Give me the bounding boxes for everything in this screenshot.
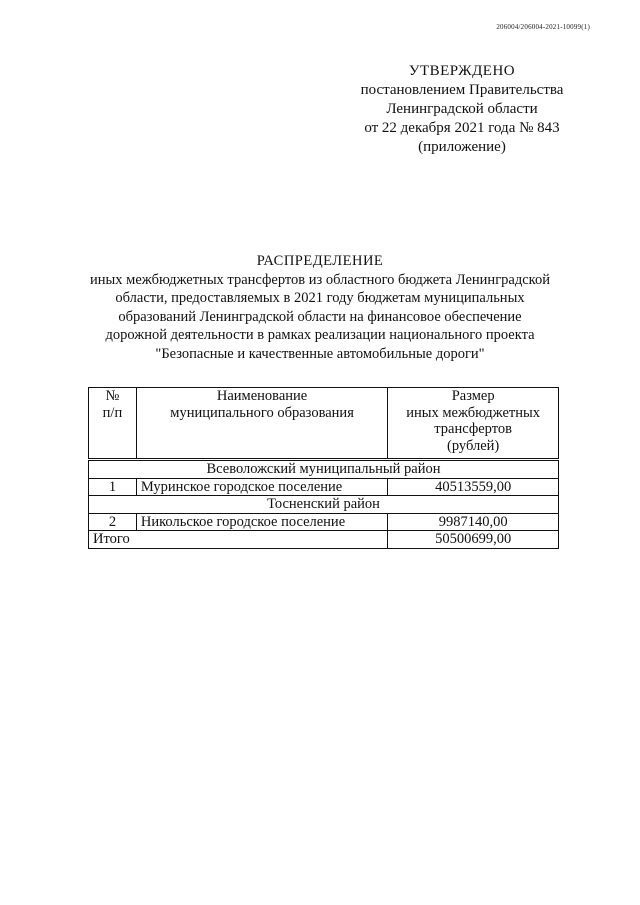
table-header-row <box>89 388 559 460</box>
row-number: 1 <box>89 478 137 496</box>
header-number-line: п/п <box>102 404 123 421</box>
title-line: области, предоставляемых в 2021 году бюджетам муниципальных <box>115 290 525 306</box>
title-line: образований Ленинградской области на финансовое обеспечение <box>118 308 522 325</box>
document-title <box>70 252 570 363</box>
header-number <box>89 388 137 460</box>
title-line: иных межбюджетных трансфертов из областного бюджета Ленинградской <box>90 271 550 288</box>
distribution-table <box>88 387 559 549</box>
header-amount <box>388 388 559 460</box>
table-row <box>89 478 559 496</box>
row-name: Муринское городское поселение <box>136 478 387 496</box>
total-row <box>89 531 559 549</box>
approval-line: от 22 декабря 2021 года № 843 <box>364 120 560 136</box>
approval-line: (приложение) <box>418 139 506 155</box>
title-line: дорожной деятельности в рамках реализации национального проекта <box>105 327 535 343</box>
total-amount: 50500699,00 <box>388 531 559 549</box>
title-line: "Безопасные и качественные автомобильные дороги" <box>155 345 485 362</box>
group-title: Всеволожский муниципальный район <box>89 460 559 479</box>
title-heading: РАСПРЕДЕЛЕНИЕ <box>256 253 384 269</box>
approval-line: постановлением Правительства <box>360 82 564 98</box>
row-amount: 40513559,00 <box>388 478 559 496</box>
header-name-line: муниципального образования <box>170 404 354 421</box>
approval-line: Ленинградской области <box>386 101 538 117</box>
header-name <box>136 388 387 460</box>
row-amount: 9987140,00 <box>388 513 559 531</box>
approval-heading: УТВЕРЖДЕНО <box>408 63 516 79</box>
group-title: Тосненский район <box>89 496 559 514</box>
row-number: 2 <box>89 513 137 531</box>
total-label: Итого <box>89 531 388 549</box>
header-amount-line: (рублей) <box>447 437 500 454</box>
group-row <box>89 496 559 514</box>
header-number-line: № <box>105 388 120 404</box>
table-row <box>89 513 559 531</box>
group-row <box>89 460 559 479</box>
header-name-line: Наименование <box>216 388 308 404</box>
document-id: 206004/206004-2021-10099(1) <box>496 23 590 31</box>
header-amount-line: Размер <box>451 388 495 404</box>
row-name: Никольское городское поселение <box>136 513 387 531</box>
approval-block <box>352 62 572 157</box>
header-amount-line: иных межбюджетных <box>406 404 541 421</box>
header-amount-line: трансфертов <box>434 421 512 437</box>
